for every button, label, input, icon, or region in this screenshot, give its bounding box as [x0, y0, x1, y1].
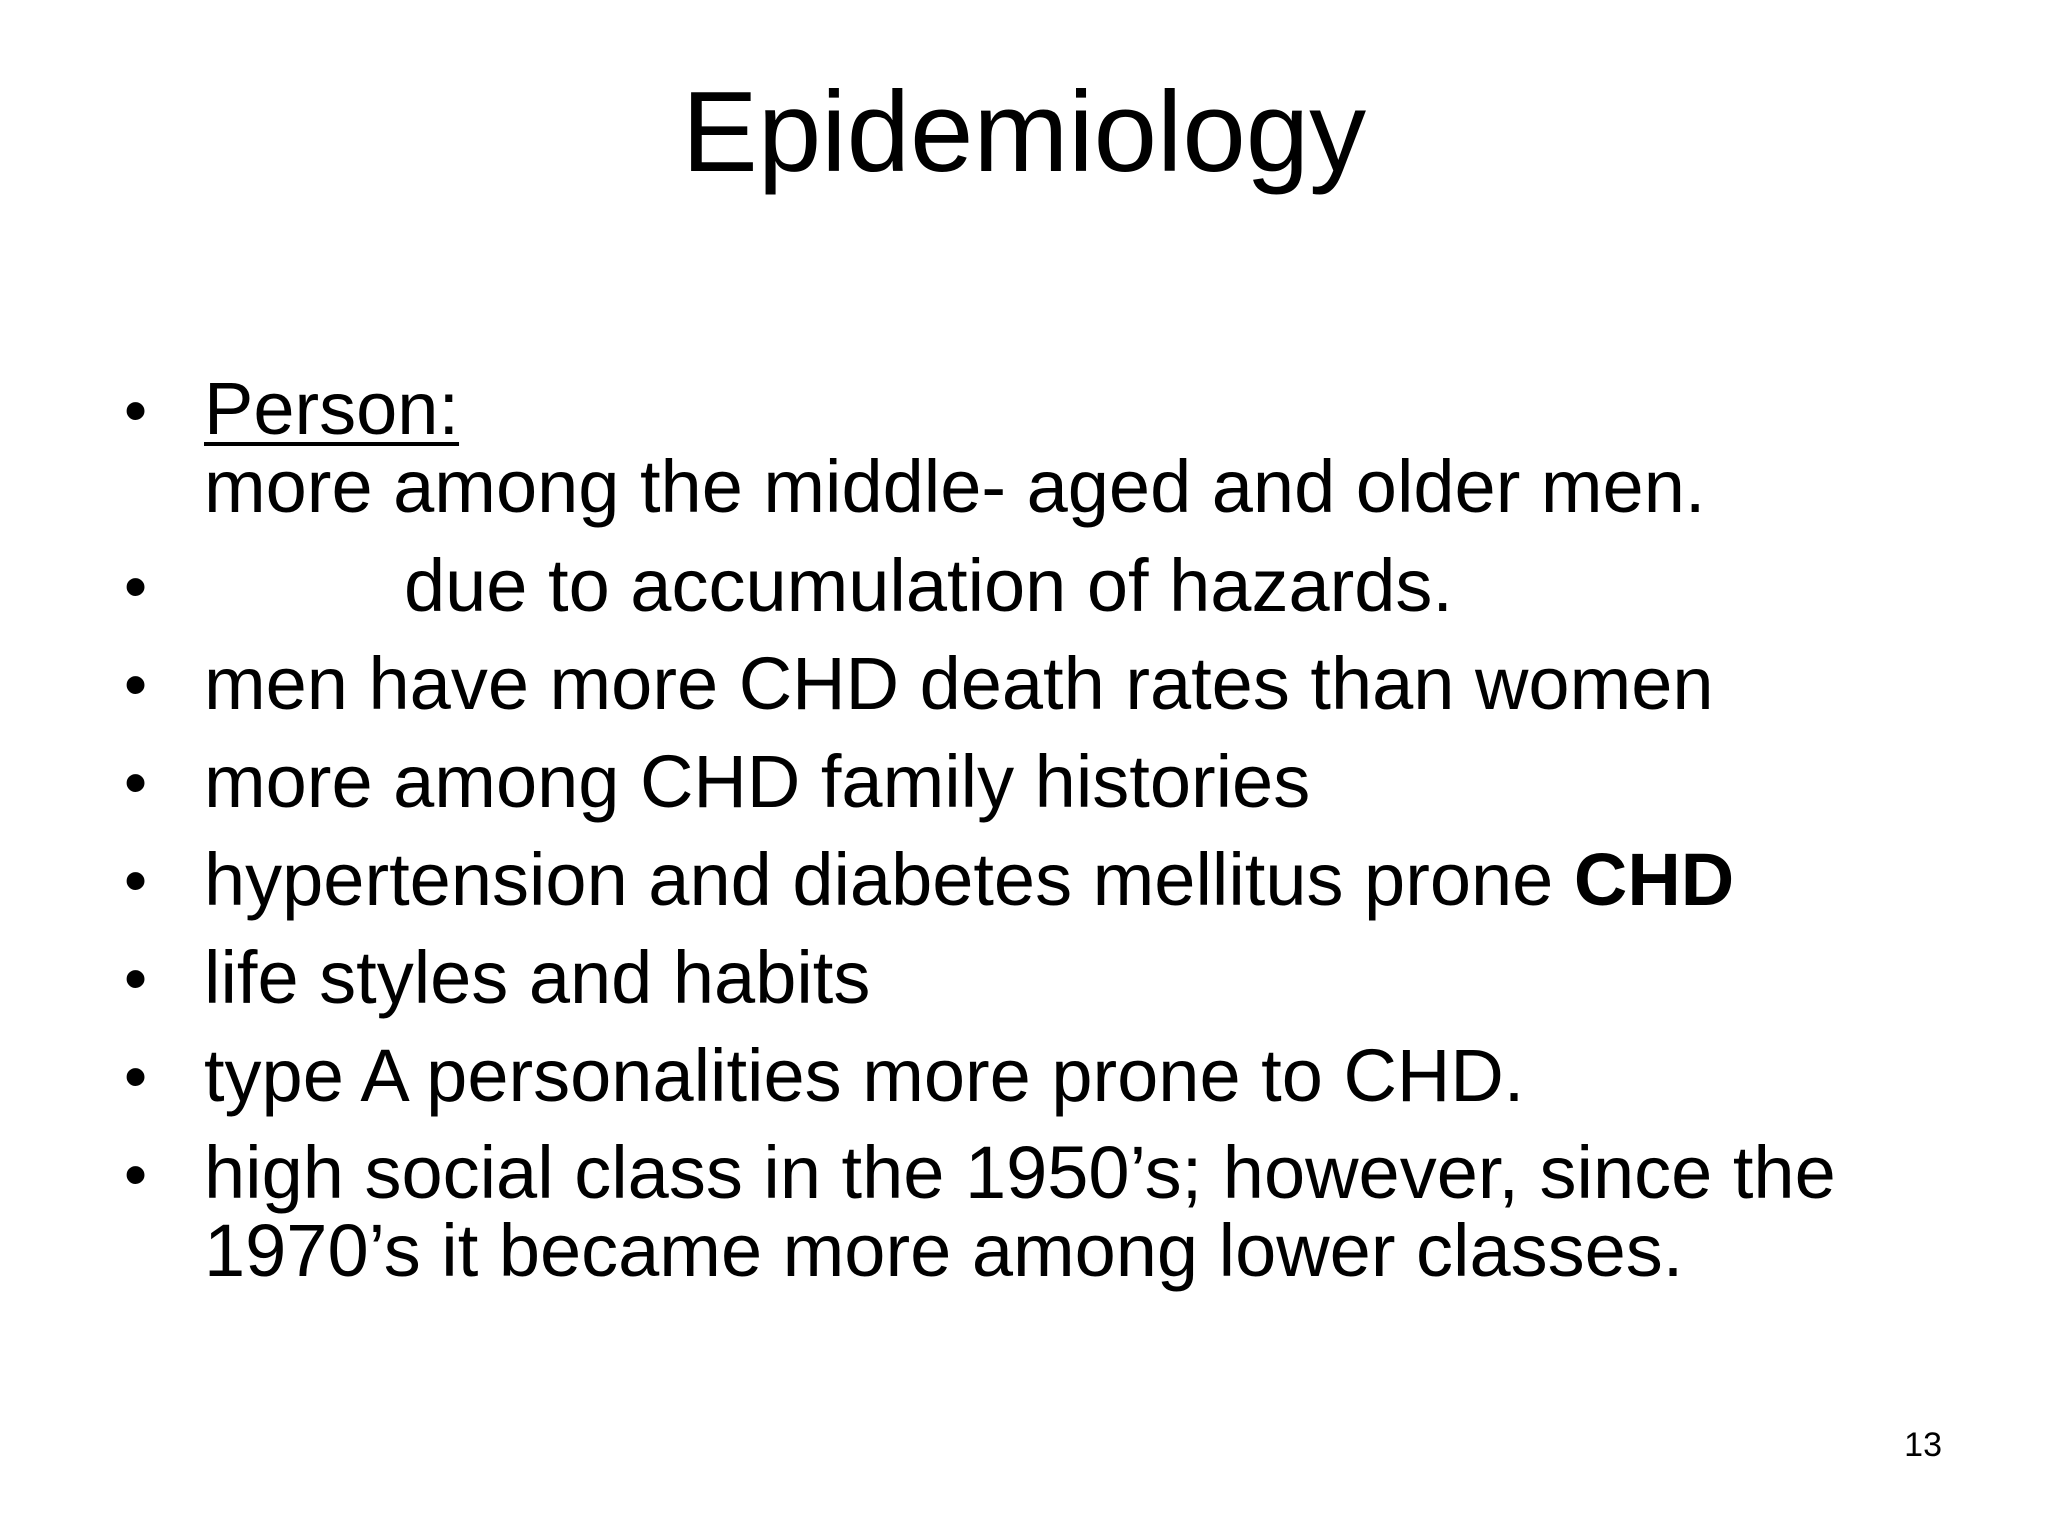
- bullet-text: [204, 367, 1706, 528]
- bullet-icon: •: [124, 1039, 148, 1113]
- bullet-text-content: due to accumulation of hazards.: [404, 544, 1453, 627]
- slide-title: Epidemiology: [681, 69, 1367, 196]
- bullet-text: type A personalities more prone to CHD.: [204, 1034, 1525, 1117]
- bullet-text: [204, 1131, 1836, 1292]
- bullet-text-content: hypertension and diabetes mellitus prone: [204, 838, 1574, 921]
- bullet-icon: •: [124, 373, 148, 447]
- bullet-text: more among CHD family histories: [204, 740, 1311, 823]
- bullet-text-line2: 1970’s it became more among lower classes.: [204, 1209, 1684, 1292]
- bullet-icon: •: [124, 941, 148, 1015]
- bullet-icon: •: [124, 647, 148, 721]
- bullet-icon: •: [124, 1137, 148, 1211]
- bold-chd: CHD: [1573, 838, 1735, 921]
- bullet-icon: •: [124, 549, 148, 623]
- bullet-text: [204, 546, 1453, 626]
- bullet-text: men have more CHD death rates than women: [204, 642, 1714, 725]
- bullet-icon: •: [124, 843, 148, 917]
- bullet-text: [204, 840, 1734, 920]
- bullet-icon: •: [124, 745, 148, 819]
- bullet-text-line2: more among the middle- aged and older men.: [204, 445, 1706, 528]
- bullet-text-line1: high social class in the 1950’s; however, since the: [204, 1131, 1836, 1214]
- bullet-text: life styles and habits: [204, 936, 871, 1019]
- slide-number: 13: [1904, 1426, 1942, 1464]
- person-label: Person:: [204, 367, 460, 450]
